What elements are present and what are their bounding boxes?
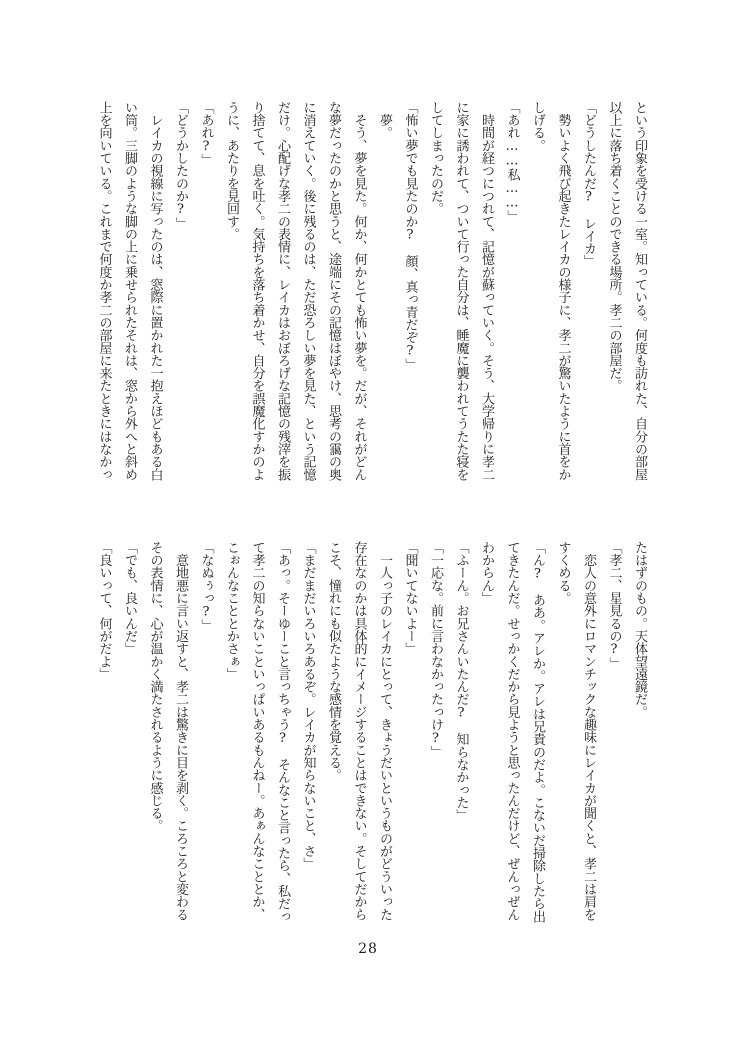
text-column: に消えていく。後に残るのは、ただ恐ろしい夢を見た、という記憶 xyxy=(300,101,316,481)
text-column: 「どうしたんだ? レイカ」 xyxy=(581,101,596,268)
text-column: うに、あたりを見回す。 xyxy=(224,101,239,241)
text-column: すくめる。 xyxy=(555,541,571,605)
page-number: 28 xyxy=(358,941,378,957)
text-column: 「あれ?」 xyxy=(198,101,214,167)
text-column: り捨てて、息を吐く。気持ちを落ち着かせ、自分を誤魔化すかのよ xyxy=(249,101,265,481)
text-column: 「なぬぅっ?」 xyxy=(198,541,214,632)
text-column: 勢いよく飛び起きたレイカの様子に、孝二が驚いたように首をか xyxy=(555,101,571,481)
text-column: レイカの視線に写ったのは、窓際に置かれた一抱えほどもある白 xyxy=(147,101,163,481)
text-column: 「ふーん。お兄さんいたんだ? 知らなかった」 xyxy=(453,541,469,822)
text-column: わからん」 xyxy=(479,541,494,605)
text-column: 「どうかしたのか?」 xyxy=(173,101,188,230)
text-column: 「ん? ああ。アレか。アレは兄貴のだよ。こないだ掃除したら出 xyxy=(530,541,545,923)
text-column: 以上に落ち着くことのできる場所。孝二の部屋だ。 xyxy=(606,101,622,392)
text-column: い筒。三脚のような脚の上に乗せられたそれは、窓から外へと斜め xyxy=(122,101,137,481)
text-column: こぉんなこととかさぁ」 xyxy=(224,541,239,681)
text-column: その表情に、心が温かく満たされるように感じる。 xyxy=(147,541,163,832)
text-column: 「まだまだいろいろあるぞ。レイカが知らないこと、さ」 xyxy=(300,541,316,870)
text-column: 意地悪に言い返すと、孝二は驚きに目を剥く。ころころと変わる xyxy=(173,541,188,921)
text-column: しげる。 xyxy=(530,101,545,152)
text-column: 「聞いてないよー」 xyxy=(402,541,418,655)
text-column: 「孝二、星見るの?」 xyxy=(606,541,622,670)
text-column: こそ、憧れにも似たような感情を覚える。 xyxy=(326,541,341,782)
text-column: 「あれ……私……」 xyxy=(504,101,520,223)
text-column: に家に誘われて、ついて行った自分は、睡魔に襲われてうたた寝を xyxy=(453,101,469,481)
text-column: 「あっ。そーゆーこと言っちゃう? そんなこと言ったら、私だっ xyxy=(275,541,290,923)
text-column: 「でも、良いんだ」 xyxy=(122,541,137,655)
text-column: 時間が経つにつれて、記憶が蘇っていく。そう、大学帰りに孝二 xyxy=(479,101,494,481)
text-section-top xyxy=(91,101,652,493)
text-column: 上を向いている。これまで何度か孝二の部屋に来たときにはなかっ xyxy=(96,101,112,481)
text-column: 「怖い夢でも見たのか? 顔、真っ青だぞ?」 xyxy=(402,101,418,371)
text-column: てきたんだ。せっかくだから見ようと思ったんだけど、ぜんっぜん xyxy=(504,541,520,921)
text-column: 「一応な。前に言わなかったっけ?」 xyxy=(428,541,443,759)
text-section-bottom xyxy=(91,541,652,933)
text-column: たはずのもの。天体望遠鏡だ。 xyxy=(632,541,647,719)
text-column: な夢だったのかと思うと、途端にその記憶はぼやけ、思考の靄の奥 xyxy=(326,101,341,481)
text-column: 恋人の意外にロマンチックな趣味にレイカが聞くと、孝二は肩を xyxy=(581,541,596,921)
text-column: だけ。心配げな孝二の表情に、レイカはおぼろげな記憶の残滓を振 xyxy=(275,101,290,481)
text-column: て孝二の知らないこといっぱいあるもんねー。あぁんなこととか、 xyxy=(249,541,265,921)
text-column: 夢。 xyxy=(377,101,392,139)
text-column: 「良いって、何がだよ」 xyxy=(96,541,112,681)
text-column: 一人っ子のレイカにとって、きょうだいというものがどういった xyxy=(377,541,392,921)
text-column: そう、夢を見た。何か、何かとても怖い夢を。だが、それがどん xyxy=(351,101,367,481)
text-column: 存在なのかは具体的にイメージすることはできない。そしてだから xyxy=(351,541,367,921)
text-column: してしまったのだ。 xyxy=(428,101,443,215)
text-column: という印象を受ける一室。知っている。何度も訪れた、自分の部屋 xyxy=(632,101,647,481)
